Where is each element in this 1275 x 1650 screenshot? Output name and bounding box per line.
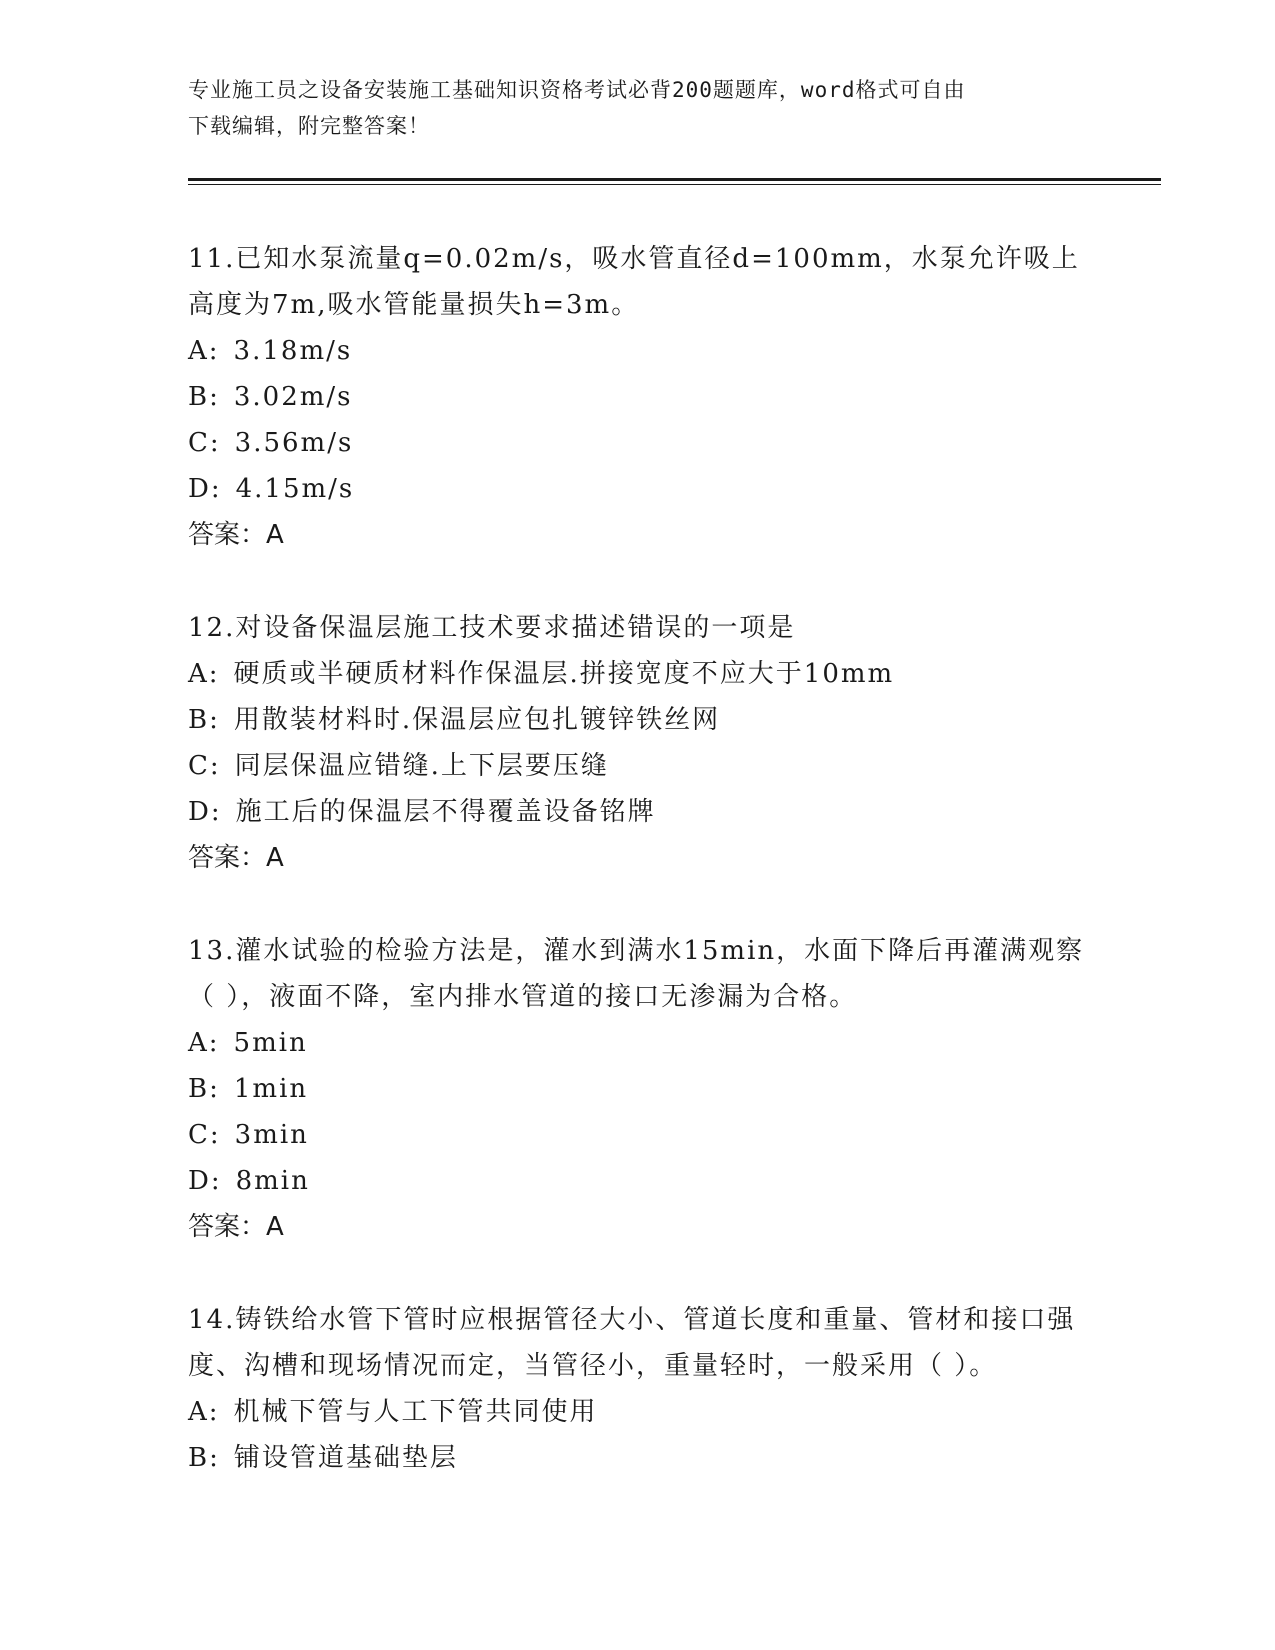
question-text: 11.已知水泵流量q=0.02m/s，吸水管直径d=100mm，水泵允许吸上高度为7m,吸水管能量损失h=3m。 — [188, 244, 1080, 320]
answer-line: 答案：A — [188, 1212, 284, 1242]
option-a — [188, 1389, 1088, 1435]
option-text: 1min — [233, 1074, 309, 1104]
question-text: 14.铸铁给水管下管时应根据管径大小、管道长度和重量、管材和接口强度、沟槽和现场情况而定，当管径小，重量轻时，一般采用（ ）。 — [188, 1305, 1076, 1381]
option-letter: A: — [188, 659, 220, 689]
question-12 — [188, 605, 1088, 881]
option-letter: D: — [188, 797, 222, 827]
option-letter: C: — [188, 1120, 221, 1150]
option-d — [188, 1158, 1088, 1204]
option-letter: B: — [188, 382, 220, 412]
option-letter: C: — [188, 428, 221, 458]
option-text: 硬质或半硬质材料作保温层.拼接宽度不应大于10mm — [233, 659, 895, 689]
option-b — [188, 1066, 1088, 1112]
option-text: 3min — [234, 1120, 309, 1150]
option-letter: A: — [188, 336, 220, 366]
question-11 — [188, 236, 1088, 558]
question-13 — [188, 928, 1088, 1250]
question-text: 13.灌水试验的检验方法是，灌水到满水15min，水面下降后再灌满观察（ ），液面不降，室内排水管道的接口无渗漏为合格。 — [188, 936, 1085, 1012]
option-a — [188, 1020, 1088, 1066]
option-letter: A: — [188, 1028, 220, 1058]
option-text: 3.56m/s — [234, 428, 354, 458]
option-b — [188, 374, 1088, 420]
option-text: 机械下管与人工下管共同使用 — [233, 1397, 598, 1427]
option-text: 3.02m/s — [233, 382, 353, 412]
option-c — [188, 420, 1088, 466]
option-letter: D: — [188, 1166, 222, 1196]
question-list — [188, 236, 1088, 1528]
option-d — [188, 466, 1088, 512]
option-text: 5min — [233, 1028, 308, 1058]
question-14 — [188, 1297, 1088, 1481]
option-text: 铺设管道基础垫层 — [233, 1443, 458, 1473]
option-d — [188, 789, 1088, 835]
option-a — [188, 651, 1088, 697]
option-c — [188, 743, 1088, 789]
option-text: 4.15m/s — [235, 474, 355, 504]
option-letter: B: — [188, 705, 220, 735]
header-divider-thin — [188, 184, 1161, 185]
option-text: 同层保温应错缝.上下层要压缝 — [234, 751, 609, 781]
option-text: 用散装材料时.保温层应包扎镀锌铁丝网 — [233, 705, 721, 735]
option-b — [188, 697, 1088, 743]
question-text: 12.对设备保温层施工技术要求描述错误的一项是 — [188, 613, 796, 643]
option-text: 3.18m/s — [233, 336, 353, 366]
option-letter: C: — [188, 751, 221, 781]
answer-line: 答案：A — [188, 843, 284, 873]
document-header — [188, 72, 1088, 144]
option-text: 施工后的保温层不得覆盖设备铭牌 — [235, 797, 656, 827]
option-letter: B: — [188, 1443, 220, 1473]
option-text: 8min — [235, 1166, 310, 1196]
option-a — [188, 328, 1088, 374]
option-letter: D: — [188, 474, 222, 504]
header-line-2: 下载编辑，附完整答案！ — [188, 114, 430, 138]
option-letter: A: — [188, 1397, 220, 1427]
option-c — [188, 1112, 1088, 1158]
option-b — [188, 1435, 1088, 1481]
option-letter: B: — [188, 1074, 220, 1104]
header-divider-thick — [188, 178, 1161, 181]
header-line-1: 专业施工员之设备安装施工基础知识资格考试必背200题题库，word格式可自由 — [188, 78, 966, 102]
answer-line: 答案：A — [188, 520, 284, 550]
